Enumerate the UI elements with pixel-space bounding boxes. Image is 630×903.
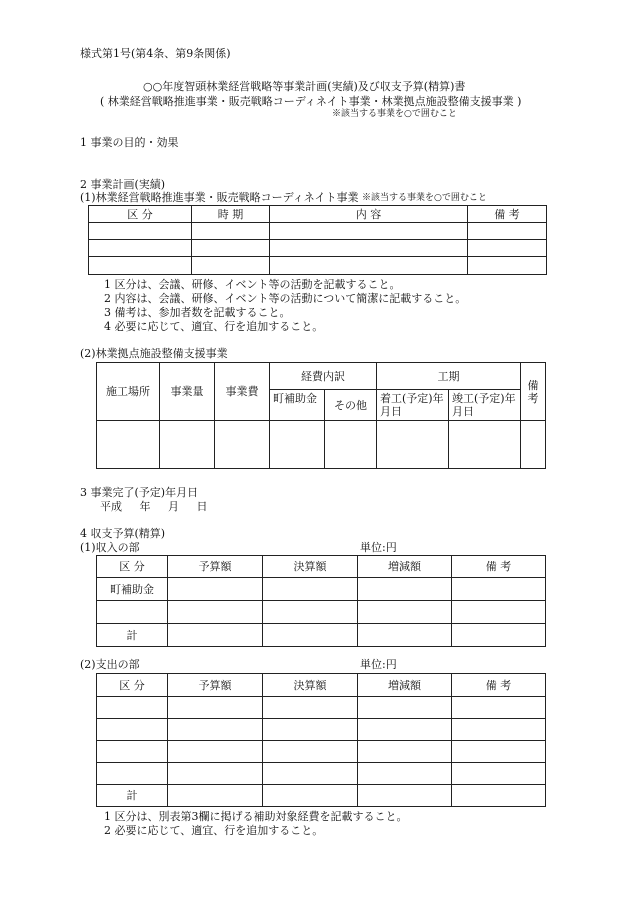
expense-table — [96, 673, 546, 807]
income-row-label — [97, 601, 168, 624]
income-row-total-label: 計 — [97, 624, 168, 647]
sub1-note-4: 4 必要に応じて、適宜、行を追加すること。 — [104, 320, 324, 333]
table-row — [89, 257, 547, 275]
sub1-note-3: 3 備考は、参加者数を記載すること。 — [104, 306, 291, 319]
expense-note-2: 2 必要に応じて、適宜、行を追加すること。 — [104, 824, 324, 837]
expense-col-remarks: 備 考 — [452, 674, 546, 697]
income-col-settlement: 決算額 — [263, 556, 358, 578]
document-title: ○○年度智頭林業経営戦略等事業計画(実績)及び収支予算(精算)書 — [143, 80, 466, 93]
table-row — [97, 785, 546, 807]
expense-row-total-label: 計 — [97, 785, 168, 807]
income-heading: (1)収入の部 — [80, 541, 140, 554]
income-col-budget: 予算額 — [168, 556, 263, 578]
expense-col-category: 区 分 — [97, 674, 168, 697]
col-end-date: 竣工(予定)年月日 — [449, 390, 521, 421]
col-breakdown: 経費内訳 — [270, 363, 377, 390]
col-period: 時 期 — [192, 206, 270, 223]
col-place: 施工場所 — [97, 363, 160, 421]
col-remarks: 備 考 — [468, 206, 547, 223]
table-row — [97, 578, 546, 601]
table-row — [97, 697, 546, 719]
table-row — [89, 223, 547, 240]
col-start-date: 着工(予定)年月日 — [377, 390, 449, 421]
expense-col-difference: 増減額 — [358, 674, 452, 697]
activity-plan-table — [88, 205, 547, 275]
subtitle-note: ※該当する事業を○で囲むこと — [332, 109, 457, 119]
col-content: 内 容 — [270, 206, 468, 223]
section2-heading: 2 事業計画(実績) — [80, 178, 166, 191]
expense-unit: 単位:円 — [360, 658, 397, 671]
col-remarks-vertical: 備考 — [521, 363, 546, 421]
income-table — [96, 555, 546, 647]
income-col-category: 区 分 — [97, 556, 168, 578]
section2-sub2-heading: (2)林業拠点施設整備支援事業 — [80, 347, 228, 360]
form-number: 様式第1号(第4条、第9条関係) — [80, 47, 231, 60]
col-other: その他 — [325, 390, 377, 421]
expense-col-settlement: 決算額 — [263, 674, 358, 697]
col-construction-period: 工期 — [377, 363, 521, 390]
section3-heading: 3 事業完了(予定)年月日 — [80, 486, 199, 499]
facility-support-table — [96, 362, 546, 469]
col-town-subsidy: 町補助金 — [270, 390, 325, 421]
col-cost: 事業費 — [215, 363, 270, 421]
section1-heading: 1 事業の目的・効果 — [80, 136, 179, 149]
section2-sub1-note: ※該当する事業を○で囲むこと — [362, 193, 487, 203]
completion-date: 平成 年 月 日 — [100, 500, 208, 513]
sub1-note-1: 1 区分は、会議、研修、イベント等の活動を記載すること。 — [104, 278, 401, 291]
section2-sub1-heading: (1)林業経営戦略推進事業・販売戦略コーディネイト事業 — [80, 191, 359, 204]
section4-heading: 4 収支予算(精算) — [80, 527, 166, 540]
income-col-remarks: 備 考 — [452, 556, 546, 578]
col-category: 区 分 — [89, 206, 192, 223]
sub1-note-2: 2 内容は、会議、研修、イベント等の活動について簡潔に記載すること。 — [104, 292, 467, 305]
col-amount: 事業量 — [160, 363, 215, 421]
table-row — [89, 240, 547, 257]
table-row — [97, 763, 546, 785]
table-row — [97, 624, 546, 647]
expense-note-1: 1 区分は、別表第3欄に掲げる補助対象経費を記載すること。 — [104, 810, 408, 823]
income-row-label: 町補助金 — [97, 578, 168, 601]
expense-heading: (2)支出の部 — [80, 658, 140, 671]
table-row — [97, 601, 546, 624]
table-row — [97, 719, 546, 741]
expense-col-budget: 予算額 — [168, 674, 263, 697]
income-col-difference: 増減額 — [358, 556, 452, 578]
document-subtitle: ( 林業経営戦略推進事業・販売戦略コーディネイト事業・林業拠点施設整備支援事業 ) — [100, 95, 522, 108]
income-unit: 単位:円 — [360, 541, 397, 554]
table-row — [97, 741, 546, 763]
table-row — [97, 421, 546, 469]
